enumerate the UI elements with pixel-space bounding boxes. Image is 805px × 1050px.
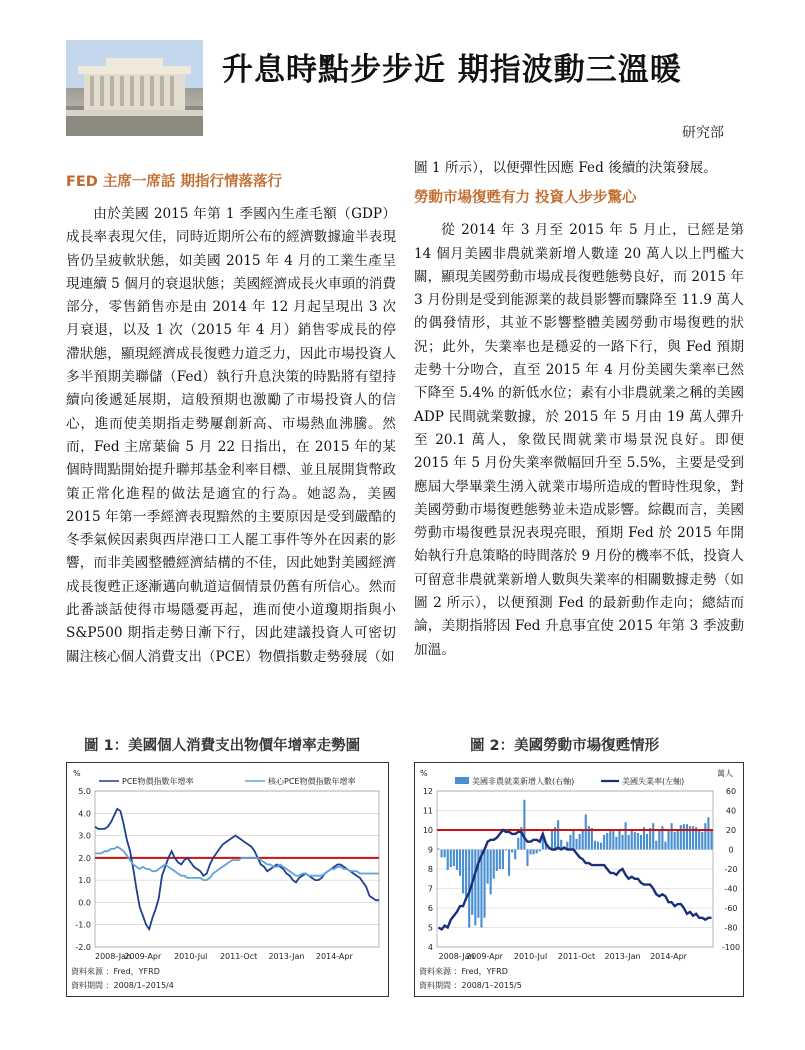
legend-label-bars: 美國非農就業新增人數(右軸) bbox=[472, 777, 575, 786]
payroll-bar bbox=[579, 834, 581, 850]
legend-swatch-bars bbox=[455, 777, 469, 784]
x-tick-label: 2013-Jan bbox=[268, 952, 305, 961]
payroll-bar bbox=[480, 850, 482, 928]
payroll-bar bbox=[637, 833, 639, 850]
payroll-bar bbox=[514, 850, 516, 860]
payroll-bar bbox=[698, 831, 700, 850]
payroll-bar bbox=[493, 850, 495, 879]
source-note: 資料來源 ：Fred，YFRD bbox=[419, 967, 508, 976]
payroll-bar bbox=[618, 829, 620, 849]
payroll-bar bbox=[655, 841, 657, 850]
x-tick-label: 2009-Apr bbox=[466, 952, 503, 961]
payroll-bar bbox=[646, 834, 648, 850]
y-tick-label-left: 6 bbox=[427, 904, 433, 913]
x-tick-label: 2010-Jul bbox=[174, 952, 208, 961]
y-tick-label-right: 20 bbox=[725, 826, 737, 835]
payroll-bar bbox=[606, 833, 608, 850]
article-title: 升息時點步步近 期指波動三溫暖 bbox=[222, 52, 682, 88]
y-tick-label-right: -100 bbox=[721, 943, 741, 952]
payroll-bar bbox=[707, 817, 709, 849]
payroll-bar bbox=[594, 841, 596, 850]
y-tick-label: 4.0 bbox=[78, 809, 91, 819]
y-tick-label-right: -40 bbox=[724, 884, 738, 894]
payroll-bar bbox=[444, 850, 446, 858]
chart-pce-inflation bbox=[66, 762, 389, 997]
payroll-bar bbox=[453, 850, 455, 867]
payroll-bar bbox=[572, 830, 574, 850]
payroll-bar bbox=[710, 830, 712, 850]
y-unit-left: % bbox=[420, 769, 428, 778]
payroll-bar bbox=[523, 800, 525, 850]
payroll-bar bbox=[499, 850, 501, 870]
x-tick-label: 2013-Jan bbox=[604, 952, 641, 961]
payroll-bar bbox=[677, 830, 679, 850]
payroll-bar bbox=[450, 850, 452, 868]
payroll-bar bbox=[634, 832, 636, 850]
y-tick-label-left: 8 bbox=[427, 865, 433, 874]
section-heading-fed: FED 主席一席話 期指行情落落行 bbox=[66, 174, 282, 190]
legend-label-line: 美國失業率(左軸) bbox=[622, 777, 685, 786]
series-line-0 bbox=[95, 809, 379, 929]
payroll-bar bbox=[502, 850, 504, 870]
payroll-bar bbox=[658, 831, 660, 850]
y-tick-label-left: 10 bbox=[422, 826, 433, 835]
legend-label-pce: PCE物價指數年增率 bbox=[122, 777, 194, 786]
payroll-bar bbox=[652, 823, 654, 849]
payroll-bar bbox=[529, 850, 531, 855]
payroll-bar bbox=[591, 828, 593, 849]
chart-labor-market bbox=[414, 762, 744, 997]
payroll-bar bbox=[649, 828, 651, 849]
y-tick-label-right: -60 bbox=[724, 904, 738, 913]
payroll-bar bbox=[631, 831, 633, 850]
payroll-bar bbox=[640, 835, 642, 850]
payroll-bar bbox=[615, 837, 617, 850]
y-tick-label: 3.0 bbox=[78, 831, 91, 841]
payroll-bar bbox=[511, 850, 513, 853]
chart-2-svg bbox=[415, 763, 743, 996]
federal-reserve-building-photo bbox=[66, 40, 203, 136]
payroll-bar bbox=[508, 850, 510, 876]
series-line-1 bbox=[95, 847, 379, 880]
payroll-bar bbox=[465, 850, 467, 897]
payroll-bar bbox=[575, 839, 577, 850]
payroll-bar bbox=[533, 850, 535, 855]
y-tick-label-left: 4 bbox=[427, 943, 433, 952]
payroll-bar bbox=[621, 835, 623, 850]
y-tick-label: 1.0 bbox=[78, 876, 91, 886]
y-tick-label: 5.0 bbox=[78, 787, 91, 796]
payroll-bar bbox=[441, 850, 443, 858]
y-tick-label-left: 12 bbox=[422, 787, 433, 796]
y-tick-label-right: 0 bbox=[728, 845, 734, 855]
legend-label-core: 核心PCE物價指數年增率 bbox=[268, 777, 356, 786]
payroll-bar bbox=[526, 850, 528, 867]
x-tick-label: 2009-Apr bbox=[124, 952, 162, 961]
right-column bbox=[414, 157, 744, 662]
payroll-bar bbox=[600, 843, 602, 850]
payroll-bar bbox=[628, 835, 630, 850]
y-unit-label: % bbox=[73, 769, 81, 778]
payroll-bar bbox=[625, 822, 627, 849]
y-tick-label: -1.0 bbox=[75, 920, 91, 930]
payroll-bar bbox=[505, 850, 507, 851]
payroll-bar bbox=[490, 850, 492, 895]
payroll-bar bbox=[496, 850, 498, 871]
y-tick-label-left: 9 bbox=[427, 845, 433, 855]
payroll-bar bbox=[456, 850, 458, 870]
department-label: 研究部 bbox=[682, 125, 724, 141]
y-tick-label-right: -20 bbox=[724, 865, 738, 874]
x-tick-label: 2010-Jul bbox=[513, 952, 548, 961]
payroll-bar bbox=[671, 823, 673, 849]
y-tick-label: 0.0 bbox=[78, 898, 91, 908]
y-tick-label-left: 11 bbox=[422, 806, 433, 816]
payroll-bar bbox=[667, 829, 669, 849]
payroll-bar bbox=[701, 832, 703, 850]
payroll-bar bbox=[582, 829, 584, 849]
payroll-bar bbox=[680, 825, 682, 849]
continued-paragraph: 圖 1 所示），以便彈性因應 Fed 後續的決策發展。 bbox=[414, 160, 717, 176]
x-tick-label: 2011-Oct bbox=[557, 952, 596, 961]
source-note: 資料來源 ：Fred，YFRD bbox=[71, 967, 160, 976]
plot-frame bbox=[95, 791, 379, 947]
y-tick-label-right: 40 bbox=[725, 806, 737, 816]
payroll-bar bbox=[603, 835, 605, 850]
y-tick-label-right: 60 bbox=[725, 787, 737, 796]
payroll-bar bbox=[517, 838, 519, 850]
payroll-bar bbox=[557, 820, 559, 849]
body-paragraph: 由於美國 2015 年第 1 季國內生產毛額（GDP）成長率表現欠佳，同時近期所公布的經濟數據逾半表現皆仍呈疲軟狀態，如美國 2015 年 4 月的工業生產呈現連續 5 個月的衰退狀態；美國經濟成長火車頭的消費部分，零售銷售亦是由 2014 年 12 月起呈現出 3 次月衰退，以及 1 次（2015 年 4 月）銷售零成長的停滯狀態，顯現經濟成長復甦力道乏力，因此市場投資人多半預期美聯儲（Fed）執行升息決策的時點將有望持續向後遞延展期，這般預期也激勵了市場投資人的信心，進而使美期指走勢屢創新高、市場熱血沸騰。然而，Fed 主席葉倫 5 月 22 日指出，在 2015 年的某個時間點開始提升聯邦基金利率目標、並且展開貨幣政策正常化進程的做法是適宜的行為。她認為，美國 2015 年第一季經濟表現黯然的主要原因是受到嚴酷的冬季氣候因素與西岸港口工人罷工事件等外在因素的影響，而非美國整體經濟結構的不佳，因此她對美國經濟成長復甦正逐漸邁向軌道這個情景仍舊有所信心。然而此番談話使得市場隱憂再起，進而使小道瓊期指與小 S&P500 期指走勢日漸下行，因此建議投資人可密切關注核心個人消費支出（PCE）物價指數走勢發展（如 bbox=[66, 206, 396, 665]
y-tick-label: 2.0 bbox=[78, 853, 91, 863]
period-note: 資料期間 ：2008/1–2015/5 bbox=[419, 981, 522, 990]
y-tick-label: -2.0 bbox=[75, 943, 91, 952]
x-tick-label: 2008-Jan bbox=[95, 952, 132, 961]
figure-2-title: 圖 2：美國勞動市場復甦情形 bbox=[470, 738, 660, 754]
payroll-bar bbox=[483, 850, 485, 918]
payroll-bar bbox=[539, 850, 541, 852]
x-tick-label: 2014-Apr bbox=[315, 952, 353, 961]
payroll-bar bbox=[585, 814, 587, 849]
x-tick-label: 2008-Jan bbox=[438, 952, 475, 961]
payroll-bar bbox=[487, 850, 489, 884]
payroll-bar bbox=[459, 850, 461, 876]
payroll-bar bbox=[569, 835, 571, 850]
payroll-bar bbox=[474, 850, 476, 926]
payroll-bar bbox=[551, 830, 553, 850]
section-heading-labor: 勞動市場復甦有力 投資人步步驚心 bbox=[414, 190, 637, 207]
figure-1-title: 圖 1：美國個人消費支出物價年增率走勢圖 bbox=[84, 738, 361, 754]
y-unit-right: 萬人 bbox=[717, 769, 733, 778]
payroll-bar bbox=[612, 830, 614, 850]
payroll-bar bbox=[536, 850, 538, 854]
payroll-bar bbox=[686, 824, 688, 849]
payroll-bar bbox=[609, 831, 611, 850]
payroll-bar bbox=[674, 832, 676, 850]
payroll-bar bbox=[597, 842, 599, 850]
payroll-bar bbox=[462, 850, 464, 894]
payroll-bar bbox=[683, 824, 685, 849]
left-column bbox=[66, 170, 396, 669]
payroll-bar bbox=[447, 850, 449, 870]
body-paragraph: 從 2014 年 3 月至 2015 年 5 月止，已經是第 14 個月美國非農就業新增人數達 20 萬人以上門檻大關，顯現美國勞動市場成長復甦態勢良好，而 2015 年 3 月份則是受到能源業的裁員影響而驟降至 11.9 萬人的偶發情形，其並不影響整體美國勞動市場復甦的狀況；此外，失業率也是穩妥的一路下行，與 Fed 預期走勢十分吻合，直至 2015 年 4 月份美國失業率已然下降至 5.4% 的新低水位；素有小非農就業之稱的美國 ADP 民間就業數據，於 2015 年 5 月由 19 萬人彈升至 20.1 萬人，象徵民間就業市場景況良好。即便 2015 年 5 月份失業率微幅回升至 5.5%，主要是受到應屆大學畢業生湧入就業市場所造成的暫時性現象，對美國勞動市場復甦態勢並未造成影響。綜觀而言，美國勞動市場復甦景況表現亮眼，預期 Fed 於 2015 年開始執行升息策略的時間落於 9 月份的機率不低，投資人可留意非農就業新增人數與失業率的相關數據走勢（如圖 2 所示），以便預測 Fed 的最新動作走向；總結而論，美期指將因 Fed 升息事宜使 2015 年第 3 季波動加溫。 bbox=[414, 222, 744, 658]
payroll-bar bbox=[437, 849, 439, 850]
y-tick-label-left: 7 bbox=[427, 884, 433, 894]
x-tick-label: 2011-Oct bbox=[219, 952, 258, 961]
payroll-bar bbox=[704, 823, 706, 849]
period-note: 資料期間 ：2008/1–2015/4 bbox=[71, 981, 174, 990]
chart-1-svg bbox=[67, 763, 388, 996]
y-tick-label-right: -80 bbox=[724, 923, 738, 933]
x-tick-label: 2014-Apr bbox=[650, 952, 687, 961]
y-tick-label-left: 5 bbox=[427, 923, 433, 933]
payroll-bar bbox=[664, 842, 666, 850]
